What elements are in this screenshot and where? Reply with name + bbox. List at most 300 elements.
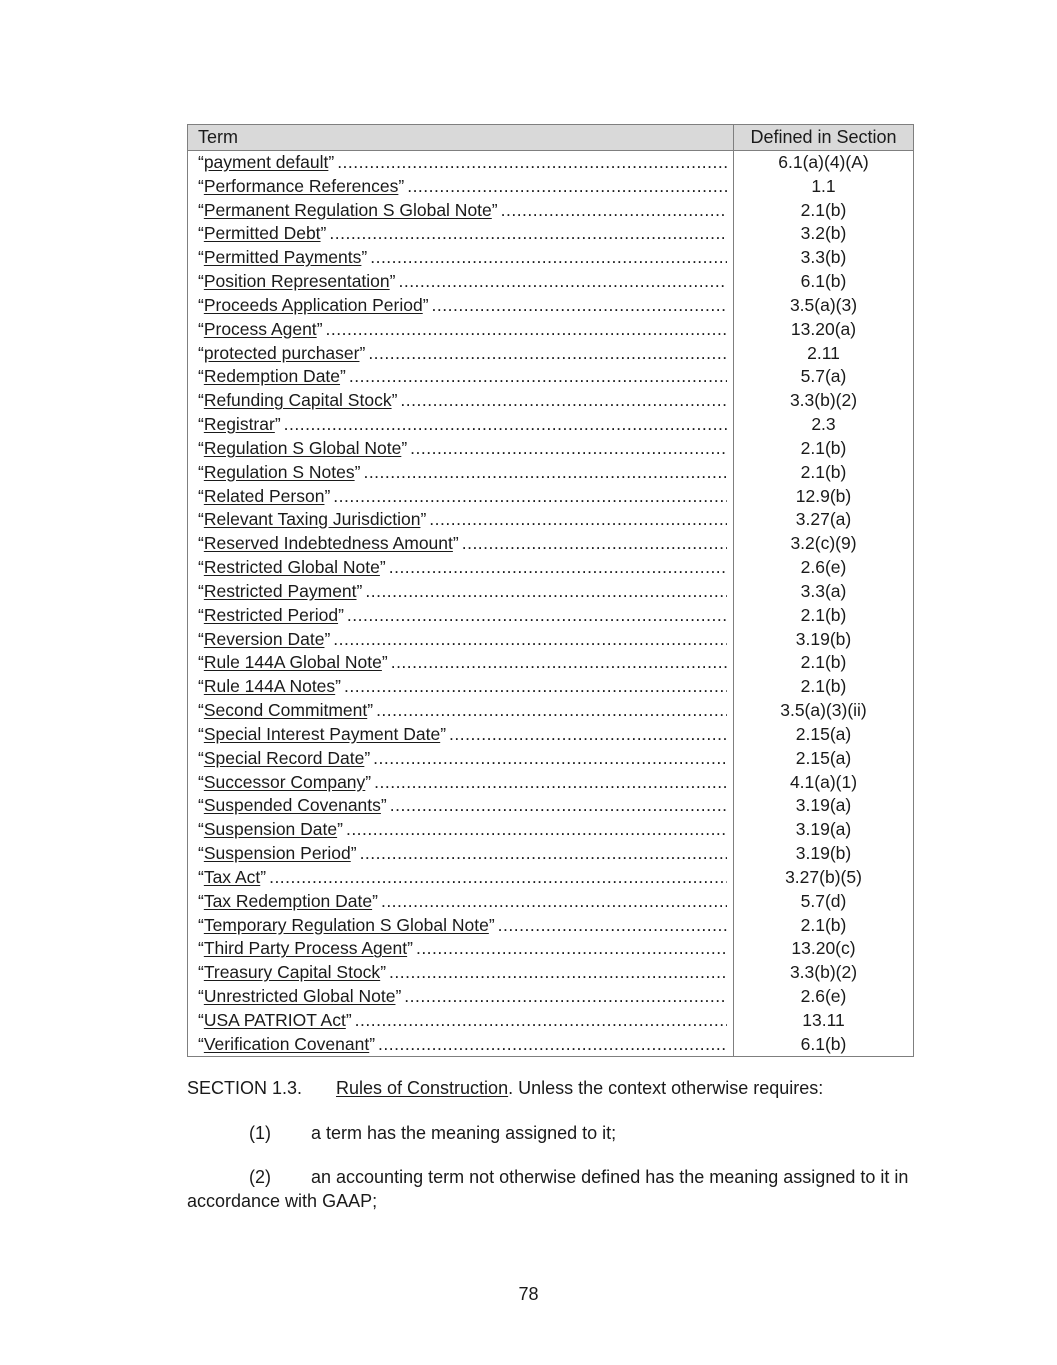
table-row bbox=[188, 318, 914, 342]
term-entry bbox=[198, 413, 727, 437]
open-quote: “ bbox=[198, 580, 204, 601]
open-quote: “ bbox=[198, 962, 204, 983]
section-title: Rules of Construction bbox=[336, 1078, 509, 1098]
defined-term: Permitted Payments bbox=[203, 247, 362, 268]
table-row bbox=[188, 937, 914, 961]
defined-term: Related Person bbox=[203, 485, 325, 506]
section-intro: . Unless the context otherwise requires: bbox=[508, 1078, 824, 1098]
defined-term: Special Interest Payment Date bbox=[203, 723, 441, 744]
term-cell bbox=[188, 604, 734, 628]
defined-term: Successor Company bbox=[203, 771, 366, 792]
section-reference: 3.3(b) bbox=[734, 246, 914, 270]
term-entry bbox=[198, 508, 727, 532]
table-row bbox=[188, 604, 914, 628]
close-quote: ” bbox=[452, 533, 459, 554]
section-reference: 2.1(b) bbox=[734, 651, 914, 675]
table-row bbox=[188, 199, 914, 223]
defined-term: Special Record Date bbox=[203, 747, 365, 768]
table-row bbox=[188, 270, 914, 294]
open-quote: “ bbox=[198, 843, 204, 864]
defined-term: Restricted Global Note bbox=[203, 557, 380, 578]
defined-term: Restricted Period bbox=[203, 604, 339, 625]
open-quote: “ bbox=[198, 700, 204, 721]
item-text: a term has the meaning assigned to it; bbox=[311, 1123, 617, 1143]
term-cell bbox=[188, 365, 734, 389]
definitions-table-body bbox=[188, 151, 914, 1057]
term-cell bbox=[188, 246, 734, 270]
dot-leader bbox=[373, 747, 727, 771]
defined-term: Refunding Capital Stock bbox=[203, 390, 392, 411]
table-row bbox=[188, 794, 914, 818]
open-quote: “ bbox=[198, 533, 204, 554]
open-quote: “ bbox=[198, 795, 204, 816]
close-quote: ” bbox=[359, 342, 366, 363]
section-reference: 3.5(a)(3)(ii) bbox=[734, 699, 914, 723]
defined-term: Suspension Period bbox=[203, 843, 351, 864]
section-reference: 3.27(a) bbox=[734, 508, 914, 532]
dot-leader bbox=[346, 818, 727, 842]
close-quote: ” bbox=[401, 437, 408, 458]
term-cell bbox=[188, 961, 734, 985]
close-quote: ” bbox=[274, 414, 281, 435]
defined-term: Reserved Indebtedness Amount bbox=[203, 533, 453, 554]
term-cell bbox=[188, 199, 734, 223]
term-entry bbox=[198, 389, 727, 413]
close-quote: ” bbox=[335, 676, 341, 697]
term-cell bbox=[188, 532, 734, 556]
table-row bbox=[188, 1033, 914, 1057]
section-heading bbox=[187, 1076, 823, 1100]
section-reference: 3.3(b)(2) bbox=[734, 961, 914, 985]
dot-leader bbox=[498, 914, 727, 938]
defined-term: Relevant Taxing Jurisdiction bbox=[203, 509, 421, 530]
term-entry bbox=[198, 175, 727, 199]
open-quote: “ bbox=[198, 747, 204, 768]
defined-term: Performance References bbox=[203, 175, 399, 196]
term-cell bbox=[188, 771, 734, 795]
term-entry bbox=[198, 675, 727, 699]
table-row bbox=[188, 485, 914, 509]
dot-leader bbox=[432, 294, 727, 318]
close-quote: ” bbox=[389, 271, 396, 292]
term-entry bbox=[198, 628, 727, 652]
defined-term: Process Agent bbox=[203, 318, 317, 339]
item-number: (1) bbox=[249, 1123, 271, 1143]
dot-leader bbox=[378, 1033, 727, 1057]
dot-leader bbox=[416, 937, 727, 961]
term-cell bbox=[188, 914, 734, 938]
dot-leader bbox=[365, 580, 727, 604]
term-entry bbox=[198, 199, 727, 223]
open-quote: “ bbox=[198, 390, 204, 411]
term-cell bbox=[188, 508, 734, 532]
term-entry bbox=[198, 437, 727, 461]
dot-leader bbox=[381, 890, 727, 914]
close-quote: ” bbox=[422, 294, 429, 315]
defined-term: Temporary Regulation S Global Note bbox=[203, 914, 489, 935]
term-entry bbox=[198, 723, 727, 747]
defined-term: Redemption Date bbox=[203, 366, 341, 387]
section-reference: 2.1(b) bbox=[734, 914, 914, 938]
close-quote: ” bbox=[340, 366, 346, 387]
dot-leader bbox=[329, 222, 727, 246]
section-reference: 3.2(c)(9) bbox=[734, 532, 914, 556]
term-cell bbox=[188, 270, 734, 294]
term-entry bbox=[198, 365, 727, 389]
open-quote: “ bbox=[198, 366, 204, 387]
section-reference: 2.15(a) bbox=[734, 747, 914, 771]
close-quote: ” bbox=[316, 318, 323, 339]
defined-term: Position Representation bbox=[203, 271, 390, 292]
close-quote: ” bbox=[379, 557, 386, 578]
dot-leader bbox=[389, 556, 727, 580]
table-row bbox=[188, 461, 914, 485]
open-quote: “ bbox=[198, 437, 204, 458]
close-quote: ” bbox=[260, 866, 267, 887]
defined-term: Regulation S Notes bbox=[203, 461, 355, 482]
dot-leader bbox=[462, 532, 727, 556]
construction-item-1 bbox=[187, 1121, 616, 1145]
section-number: SECTION 1.3. bbox=[187, 1078, 303, 1098]
defined-term: USA PATRIOT Act bbox=[203, 1009, 346, 1030]
dot-leader bbox=[404, 985, 727, 1009]
open-quote: “ bbox=[198, 890, 204, 911]
table-row bbox=[188, 294, 914, 318]
table-row bbox=[188, 389, 914, 413]
dot-leader bbox=[344, 675, 727, 699]
section-reference: 3.19(b) bbox=[734, 842, 914, 866]
term-entry bbox=[198, 485, 727, 509]
table-row bbox=[188, 985, 914, 1009]
dot-leader bbox=[284, 413, 727, 437]
section-reference: 2.15(a) bbox=[734, 723, 914, 747]
dot-leader bbox=[347, 604, 727, 628]
table-row bbox=[188, 675, 914, 699]
defined-term: Regulation S Global Note bbox=[203, 437, 402, 458]
table-row bbox=[188, 365, 914, 389]
dot-leader bbox=[269, 866, 727, 890]
close-quote: ” bbox=[365, 771, 372, 792]
table-row bbox=[188, 818, 914, 842]
close-quote: ” bbox=[369, 1033, 376, 1054]
term-cell bbox=[188, 294, 734, 318]
open-quote: “ bbox=[198, 938, 204, 959]
open-quote: “ bbox=[198, 676, 204, 697]
defined-term: Verification Covenant bbox=[203, 1033, 370, 1054]
defined-term: Unrestricted Global Note bbox=[203, 985, 396, 1006]
close-quote: ” bbox=[364, 747, 371, 768]
term-cell bbox=[188, 651, 734, 675]
term-entry bbox=[198, 532, 727, 556]
open-quote: “ bbox=[198, 294, 204, 315]
term-entry bbox=[198, 747, 727, 771]
term-cell bbox=[188, 628, 734, 652]
dot-leader bbox=[337, 151, 727, 175]
close-quote: ” bbox=[354, 461, 361, 482]
table-row bbox=[188, 651, 914, 675]
table-row bbox=[188, 866, 914, 890]
table-row bbox=[188, 699, 914, 723]
section-reference: 6.1(b) bbox=[734, 270, 914, 294]
open-quote: “ bbox=[198, 485, 204, 506]
section-reference: 13.11 bbox=[734, 1009, 914, 1033]
section-reference: 3.19(a) bbox=[734, 794, 914, 818]
open-quote: “ bbox=[198, 557, 204, 578]
table-row bbox=[188, 723, 914, 747]
section-reference: 1.1 bbox=[734, 175, 914, 199]
defined-term: Rule 144A Notes bbox=[203, 676, 336, 697]
table-row bbox=[188, 556, 914, 580]
term-entry bbox=[198, 985, 727, 1009]
term-cell bbox=[188, 1009, 734, 1033]
term-entry bbox=[198, 818, 727, 842]
open-quote: “ bbox=[198, 1033, 204, 1054]
dot-leader bbox=[398, 270, 727, 294]
table-row bbox=[188, 532, 914, 556]
dot-leader bbox=[333, 485, 727, 509]
defined-term: Permanent Regulation S Global Note bbox=[203, 199, 492, 220]
close-quote: ” bbox=[440, 723, 447, 744]
term-entry bbox=[198, 222, 727, 246]
term-cell bbox=[188, 318, 734, 342]
close-quote: ” bbox=[381, 652, 388, 673]
section-column-header: Defined in Section bbox=[734, 125, 914, 151]
term-entry bbox=[198, 866, 727, 890]
defined-term: Proceeds Application Period bbox=[203, 294, 423, 315]
open-quote: “ bbox=[198, 414, 204, 435]
term-cell bbox=[188, 1033, 734, 1057]
definitions-table bbox=[187, 124, 914, 1057]
table-row bbox=[188, 508, 914, 532]
close-quote: ” bbox=[488, 914, 495, 935]
close-quote: ” bbox=[324, 628, 331, 649]
open-quote: “ bbox=[198, 723, 204, 744]
table-row bbox=[188, 1009, 914, 1033]
open-quote: “ bbox=[198, 199, 204, 220]
open-quote: “ bbox=[198, 819, 204, 840]
term-cell bbox=[188, 818, 734, 842]
term-entry bbox=[198, 1033, 727, 1057]
open-quote: “ bbox=[198, 461, 204, 482]
section-reference: 3.3(b)(2) bbox=[734, 389, 914, 413]
close-quote: ” bbox=[391, 390, 398, 411]
term-cell bbox=[188, 556, 734, 580]
defined-term: payment default bbox=[203, 152, 329, 172]
table-row bbox=[188, 890, 914, 914]
close-quote: ” bbox=[356, 580, 363, 601]
term-entry bbox=[198, 342, 727, 366]
item-text: an accounting term not otherwise defined has the meaning assigned to it in accordance with GAAP; bbox=[187, 1167, 909, 1211]
dot-leader bbox=[391, 651, 727, 675]
item-number: (2) bbox=[249, 1167, 271, 1187]
table-row bbox=[188, 246, 914, 270]
dot-leader bbox=[376, 699, 727, 723]
dot-leader bbox=[326, 318, 727, 342]
term-cell bbox=[188, 699, 734, 723]
dot-leader bbox=[360, 842, 727, 866]
term-cell bbox=[188, 580, 734, 604]
construction-item-2 bbox=[187, 1165, 937, 1213]
term-cell bbox=[188, 985, 734, 1009]
term-entry bbox=[198, 651, 727, 675]
term-cell bbox=[188, 794, 734, 818]
close-quote: ” bbox=[407, 938, 413, 959]
defined-term: Tax Redemption Date bbox=[203, 890, 373, 911]
close-quote: ” bbox=[367, 700, 374, 721]
term-entry bbox=[198, 270, 727, 294]
term-entry bbox=[198, 246, 727, 270]
term-entry bbox=[198, 890, 727, 914]
close-quote: ” bbox=[361, 247, 368, 268]
section-reference: 3.27(b)(5) bbox=[734, 866, 914, 890]
term-entry bbox=[198, 794, 727, 818]
section-reference: 6.1(a)(4)(A) bbox=[734, 151, 914, 175]
dot-leader bbox=[374, 771, 727, 795]
section-reference: 5.7(d) bbox=[734, 890, 914, 914]
term-cell bbox=[188, 437, 734, 461]
term-entry bbox=[198, 961, 727, 985]
defined-term: Permitted Debt bbox=[203, 223, 321, 244]
dot-leader bbox=[333, 628, 727, 652]
open-quote: “ bbox=[198, 247, 204, 268]
close-quote: ” bbox=[324, 485, 331, 506]
section-reference: 2.6(e) bbox=[734, 556, 914, 580]
open-quote: “ bbox=[198, 318, 204, 339]
defined-term: Treasury Capital Stock bbox=[203, 962, 381, 983]
defined-term: protected purchaser bbox=[203, 342, 360, 363]
open-quote: “ bbox=[198, 652, 204, 673]
close-quote: ” bbox=[320, 223, 327, 244]
term-cell bbox=[188, 866, 734, 890]
dot-leader bbox=[349, 365, 727, 389]
term-entry bbox=[198, 937, 727, 961]
term-entry bbox=[198, 461, 727, 485]
dot-leader bbox=[363, 461, 727, 485]
table-row bbox=[188, 222, 914, 246]
term-cell bbox=[188, 485, 734, 509]
term-cell bbox=[188, 461, 734, 485]
term-cell bbox=[188, 222, 734, 246]
term-entry bbox=[198, 771, 727, 795]
term-cell bbox=[188, 723, 734, 747]
dot-leader bbox=[407, 175, 727, 199]
dot-leader bbox=[429, 508, 727, 532]
close-quote: ” bbox=[338, 604, 344, 625]
table-row bbox=[188, 151, 914, 175]
close-quote: ” bbox=[491, 199, 498, 220]
close-quote: ” bbox=[345, 1009, 352, 1030]
open-quote: “ bbox=[198, 175, 204, 196]
defined-term: Restricted Payment bbox=[203, 580, 357, 601]
open-quote: “ bbox=[198, 271, 204, 292]
open-quote: “ bbox=[198, 509, 204, 530]
section-reference: 13.20(c) bbox=[734, 937, 914, 961]
table-row bbox=[188, 580, 914, 604]
dot-leader bbox=[449, 723, 727, 747]
section-reference: 3.19(a) bbox=[734, 818, 914, 842]
close-quote: ” bbox=[380, 962, 387, 983]
dot-leader bbox=[410, 437, 727, 461]
dot-leader bbox=[501, 199, 727, 223]
defined-term: Rule 144A Global Note bbox=[203, 652, 382, 673]
section-reference: 2.1(b) bbox=[734, 461, 914, 485]
defined-term: Suspension Date bbox=[203, 819, 338, 840]
table-row bbox=[188, 961, 914, 985]
section-reference: 2.1(b) bbox=[734, 675, 914, 699]
term-entry bbox=[198, 294, 727, 318]
section-reference: 12.9(b) bbox=[734, 485, 914, 509]
term-cell bbox=[188, 151, 734, 175]
section-reference: 3.3(a) bbox=[734, 580, 914, 604]
section-reference: 3.2(b) bbox=[734, 222, 914, 246]
table-header-row bbox=[188, 125, 914, 151]
open-quote: “ bbox=[198, 771, 204, 792]
open-quote: “ bbox=[198, 604, 204, 625]
table-row bbox=[188, 437, 914, 461]
section-reference: 5.7(a) bbox=[734, 365, 914, 389]
close-quote: ” bbox=[420, 509, 427, 530]
dot-leader bbox=[389, 961, 727, 985]
close-quote: ” bbox=[337, 819, 343, 840]
term-cell bbox=[188, 890, 734, 914]
dot-leader bbox=[368, 342, 727, 366]
dot-leader bbox=[355, 1009, 727, 1033]
term-cell bbox=[188, 389, 734, 413]
term-entry bbox=[198, 318, 727, 342]
section-reference: 2.1(b) bbox=[734, 437, 914, 461]
table-row bbox=[188, 413, 914, 437]
term-cell bbox=[188, 842, 734, 866]
section-reference: 3.19(b) bbox=[734, 628, 914, 652]
section-reference: 3.5(a)(3) bbox=[734, 294, 914, 318]
open-quote: “ bbox=[198, 985, 204, 1006]
term-column-header: Term bbox=[188, 125, 734, 151]
term-cell bbox=[188, 937, 734, 961]
term-entry bbox=[198, 604, 727, 628]
open-quote: “ bbox=[198, 628, 204, 649]
open-quote: “ bbox=[198, 223, 204, 244]
defined-term: Tax Act bbox=[203, 866, 261, 887]
term-entry bbox=[198, 699, 727, 723]
defined-term: Reversion Date bbox=[203, 628, 325, 649]
dot-leader bbox=[370, 246, 727, 270]
open-quote: “ bbox=[198, 342, 204, 363]
dot-leader bbox=[390, 794, 727, 818]
open-quote: “ bbox=[198, 914, 204, 935]
section-reference: 6.1(b) bbox=[734, 1033, 914, 1057]
defined-term: Third Party Process Agent bbox=[203, 938, 408, 959]
section-reference: 2.3 bbox=[734, 413, 914, 437]
term-cell bbox=[188, 342, 734, 366]
term-entry bbox=[198, 1009, 727, 1033]
term-cell bbox=[188, 175, 734, 199]
open-quote: “ bbox=[198, 152, 204, 172]
table-row bbox=[188, 628, 914, 652]
section-reference: 2.11 bbox=[734, 342, 914, 366]
term-cell bbox=[188, 413, 734, 437]
term-cell bbox=[188, 675, 734, 699]
term-entry bbox=[198, 151, 727, 175]
term-entry bbox=[198, 556, 727, 580]
close-quote: ” bbox=[380, 795, 387, 816]
table-row bbox=[188, 747, 914, 771]
term-entry bbox=[198, 580, 727, 604]
close-quote: ” bbox=[398, 175, 405, 196]
defined-term: Suspended Covenants bbox=[203, 795, 381, 816]
close-quote: ” bbox=[350, 843, 357, 864]
open-quote: “ bbox=[198, 866, 204, 887]
open-quote: “ bbox=[198, 1009, 204, 1030]
